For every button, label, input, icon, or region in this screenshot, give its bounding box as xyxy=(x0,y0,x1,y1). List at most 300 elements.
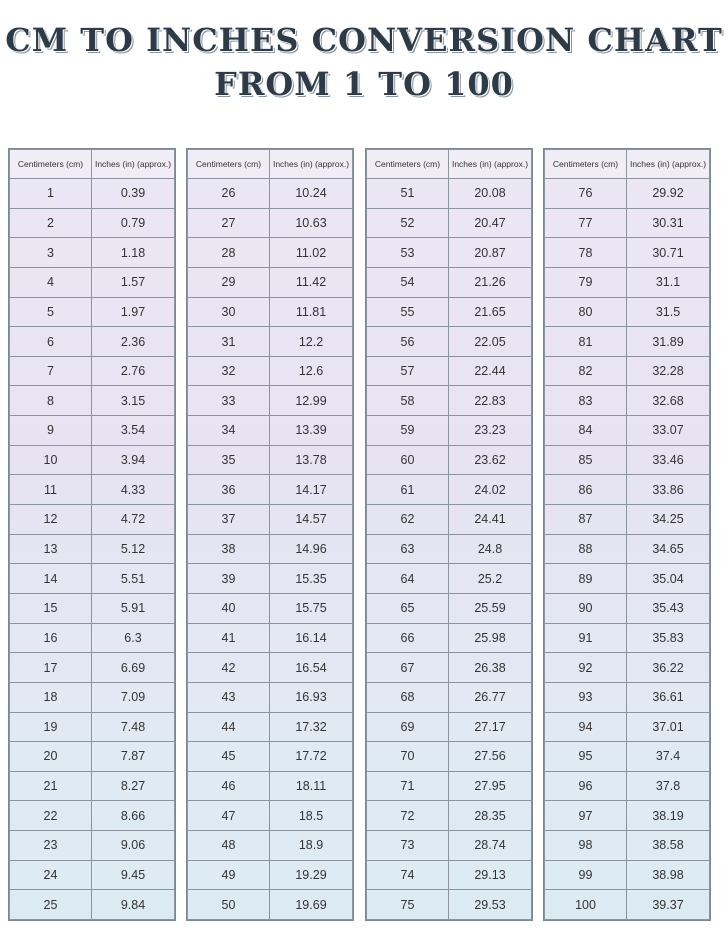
table-row xyxy=(10,534,175,564)
table-row xyxy=(367,505,532,535)
table-row xyxy=(10,327,175,357)
table-row xyxy=(10,742,175,772)
inches-cell: 22.05 xyxy=(449,327,532,357)
cm-cell: 12 xyxy=(10,505,92,535)
inches-cell: 4.33 xyxy=(92,475,175,505)
inches-cell: 3.54 xyxy=(92,416,175,446)
inches-cell: 35.04 xyxy=(627,564,710,594)
table-row xyxy=(10,238,175,268)
cm-cell: 85 xyxy=(545,445,627,475)
cm-cell: 91 xyxy=(545,623,627,653)
cm-cell: 34 xyxy=(188,416,270,446)
cm-cell: 100 xyxy=(545,890,627,920)
inches-cell: 8.27 xyxy=(92,771,175,801)
cm-cell: 29 xyxy=(188,267,270,297)
cm-cell: 83 xyxy=(545,386,627,416)
table-row xyxy=(367,416,532,446)
inches-cell: 29.53 xyxy=(449,890,532,920)
cm-cell: 59 xyxy=(367,416,449,446)
table-row xyxy=(10,682,175,712)
table-row xyxy=(188,356,353,386)
table-row xyxy=(545,208,710,238)
inches-cell: 18.11 xyxy=(270,771,353,801)
conversion-table-1 xyxy=(9,149,175,920)
table-row xyxy=(10,890,175,920)
cm-cell: 87 xyxy=(545,505,627,535)
table-row xyxy=(188,831,353,861)
cm-cell: 8 xyxy=(10,386,92,416)
cm-cell: 76 xyxy=(545,179,627,209)
table-row xyxy=(545,267,710,297)
title-line-1: CM TO INCHES CONVERSION CHART xyxy=(5,21,723,59)
table-row xyxy=(188,593,353,623)
inches-cell: 15.75 xyxy=(270,593,353,623)
cm-cell: 60 xyxy=(367,445,449,475)
cm-cell: 21 xyxy=(10,771,92,801)
inches-cell: 38.58 xyxy=(627,831,710,861)
header-row xyxy=(10,150,175,179)
inches-cell: 25.98 xyxy=(449,623,532,653)
table-row xyxy=(188,742,353,772)
cm-cell: 57 xyxy=(367,356,449,386)
table-row xyxy=(367,238,532,268)
table-row xyxy=(367,801,532,831)
inches-cell: 1.57 xyxy=(92,267,175,297)
inches-cell: 37.01 xyxy=(627,712,710,742)
table-row xyxy=(545,505,710,535)
cm-cell: 90 xyxy=(545,593,627,623)
cm-cell: 37 xyxy=(188,505,270,535)
header-cm: Centimeters (cm) xyxy=(545,150,627,179)
table-row xyxy=(188,623,353,653)
cm-cell: 72 xyxy=(367,801,449,831)
table-row xyxy=(367,564,532,594)
cm-cell: 11 xyxy=(10,475,92,505)
inches-cell: 32.68 xyxy=(627,386,710,416)
header-row xyxy=(188,150,353,179)
inches-cell: 25.2 xyxy=(449,564,532,594)
inches-cell: 29.92 xyxy=(627,179,710,209)
cm-cell: 43 xyxy=(188,682,270,712)
inches-cell: 12.2 xyxy=(270,327,353,357)
cm-cell: 99 xyxy=(545,860,627,890)
inches-cell: 38.19 xyxy=(627,801,710,831)
table-row xyxy=(367,742,532,772)
cm-cell: 89 xyxy=(545,564,627,594)
table-row xyxy=(10,593,175,623)
table-row xyxy=(10,860,175,890)
cm-cell: 64 xyxy=(367,564,449,594)
cm-cell: 81 xyxy=(545,327,627,357)
cm-cell: 78 xyxy=(545,238,627,268)
cm-cell: 67 xyxy=(367,653,449,683)
table-row xyxy=(545,890,710,920)
inches-cell: 29.13 xyxy=(449,860,532,890)
table-row xyxy=(10,771,175,801)
inches-cell: 31.1 xyxy=(627,267,710,297)
cm-cell: 38 xyxy=(188,534,270,564)
inches-cell: 30.71 xyxy=(627,238,710,268)
title-line-2: FROM 1 TO 100 xyxy=(214,65,514,103)
cm-cell: 88 xyxy=(545,534,627,564)
inches-cell: 33.86 xyxy=(627,475,710,505)
inches-cell: 1.97 xyxy=(92,297,175,327)
inches-cell: 16.54 xyxy=(270,653,353,683)
table-row xyxy=(545,860,710,890)
inches-cell: 37.4 xyxy=(627,742,710,772)
cm-cell: 9 xyxy=(10,416,92,446)
table-row xyxy=(545,534,710,564)
cm-cell: 51 xyxy=(367,179,449,209)
table-row xyxy=(367,386,532,416)
inches-cell: 35.43 xyxy=(627,593,710,623)
inches-cell: 24.8 xyxy=(449,534,532,564)
inches-cell: 24.41 xyxy=(449,505,532,535)
table-row xyxy=(367,712,532,742)
table-row xyxy=(367,771,532,801)
cm-cell: 3 xyxy=(10,238,92,268)
cm-cell: 62 xyxy=(367,505,449,535)
cm-cell: 10 xyxy=(10,445,92,475)
cm-cell: 19 xyxy=(10,712,92,742)
cm-cell: 6 xyxy=(10,327,92,357)
cm-cell: 41 xyxy=(188,623,270,653)
inches-cell: 10.24 xyxy=(270,179,353,209)
cm-cell: 35 xyxy=(188,445,270,475)
table-row xyxy=(10,712,175,742)
inches-cell: 16.14 xyxy=(270,623,353,653)
table-row xyxy=(188,564,353,594)
table-row xyxy=(367,860,532,890)
table-row xyxy=(188,712,353,742)
conversion-table-4 xyxy=(544,149,710,920)
inches-cell: 16.93 xyxy=(270,682,353,712)
table-row xyxy=(545,682,710,712)
table-row xyxy=(545,386,710,416)
cm-cell: 98 xyxy=(545,831,627,861)
table-row xyxy=(367,297,532,327)
cm-cell: 36 xyxy=(188,475,270,505)
inches-cell: 14.96 xyxy=(270,534,353,564)
table-row xyxy=(367,208,532,238)
table-row xyxy=(10,653,175,683)
inches-cell: 28.74 xyxy=(449,831,532,861)
inches-cell: 11.81 xyxy=(270,297,353,327)
inches-cell: 14.17 xyxy=(270,475,353,505)
cm-cell: 69 xyxy=(367,712,449,742)
cm-cell: 44 xyxy=(188,712,270,742)
table-row xyxy=(545,593,710,623)
table-row xyxy=(367,682,532,712)
inches-cell: 31.89 xyxy=(627,327,710,357)
inches-cell: 26.77 xyxy=(449,682,532,712)
table-row xyxy=(367,445,532,475)
inches-cell: 15.35 xyxy=(270,564,353,594)
inches-cell: 39.37 xyxy=(627,890,710,920)
cm-cell: 23 xyxy=(10,831,92,861)
inches-cell: 24.02 xyxy=(449,475,532,505)
table-row xyxy=(10,623,175,653)
cm-cell: 84 xyxy=(545,416,627,446)
inches-cell: 18.9 xyxy=(270,831,353,861)
inches-cell: 26.38 xyxy=(449,653,532,683)
table-row xyxy=(10,386,175,416)
cm-cell: 39 xyxy=(188,564,270,594)
table-row xyxy=(10,831,175,861)
cm-cell: 18 xyxy=(10,682,92,712)
table-row xyxy=(367,534,532,564)
inches-cell: 11.42 xyxy=(270,267,353,297)
inches-cell: 27.95 xyxy=(449,771,532,801)
cm-cell: 66 xyxy=(367,623,449,653)
inches-cell: 7.87 xyxy=(92,742,175,772)
table-row xyxy=(545,801,710,831)
inches-cell: 20.87 xyxy=(449,238,532,268)
inches-cell: 5.91 xyxy=(92,593,175,623)
header-inches: Inches (in) (approx.) xyxy=(449,150,532,179)
table-row xyxy=(188,386,353,416)
table-row xyxy=(188,534,353,564)
table-row xyxy=(545,238,710,268)
inches-cell: 3.15 xyxy=(92,386,175,416)
inches-cell: 13.39 xyxy=(270,416,353,446)
inches-cell: 7.48 xyxy=(92,712,175,742)
inches-cell: 0.79 xyxy=(92,208,175,238)
table-row xyxy=(545,742,710,772)
table-row xyxy=(367,623,532,653)
cm-cell: 71 xyxy=(367,771,449,801)
cm-cell: 82 xyxy=(545,356,627,386)
header-inches: Inches (in) (approx.) xyxy=(627,150,710,179)
cm-cell: 50 xyxy=(188,890,270,920)
cm-cell: 74 xyxy=(367,860,449,890)
table-row xyxy=(10,179,175,209)
table-row xyxy=(367,267,532,297)
table-row xyxy=(545,356,710,386)
table-row xyxy=(367,179,532,209)
inches-cell: 6.3 xyxy=(92,623,175,653)
inches-cell: 9.06 xyxy=(92,831,175,861)
inches-cell: 28.35 xyxy=(449,801,532,831)
cm-cell: 54 xyxy=(367,267,449,297)
cm-cell: 24 xyxy=(10,860,92,890)
inches-cell: 11.02 xyxy=(270,238,353,268)
cm-cell: 79 xyxy=(545,267,627,297)
table-row xyxy=(367,653,532,683)
inches-cell: 37.8 xyxy=(627,771,710,801)
table-row xyxy=(188,505,353,535)
cm-cell: 13 xyxy=(10,534,92,564)
inches-cell: 31.5 xyxy=(627,297,710,327)
inches-cell: 22.83 xyxy=(449,386,532,416)
cm-cell: 47 xyxy=(188,801,270,831)
table-row xyxy=(545,831,710,861)
inches-cell: 25.59 xyxy=(449,593,532,623)
inches-cell: 19.29 xyxy=(270,860,353,890)
cm-cell: 20 xyxy=(10,742,92,772)
cm-cell: 48 xyxy=(188,831,270,861)
table-row xyxy=(10,267,175,297)
cm-cell: 65 xyxy=(367,593,449,623)
conversion-table-2 xyxy=(187,149,353,920)
header-cm: Centimeters (cm) xyxy=(188,150,270,179)
table-row xyxy=(545,564,710,594)
table-row xyxy=(188,179,353,209)
inches-cell: 9.84 xyxy=(92,890,175,920)
table-row xyxy=(10,208,175,238)
inches-cell: 2.76 xyxy=(92,356,175,386)
cm-cell: 42 xyxy=(188,653,270,683)
inches-cell: 22.44 xyxy=(449,356,532,386)
table-row xyxy=(10,356,175,386)
cm-cell: 93 xyxy=(545,682,627,712)
table-row xyxy=(545,623,710,653)
table-row xyxy=(188,890,353,920)
cm-cell: 70 xyxy=(367,742,449,772)
inches-cell: 33.46 xyxy=(627,445,710,475)
table-row xyxy=(188,860,353,890)
table-row xyxy=(188,327,353,357)
table-row xyxy=(188,297,353,327)
table-row xyxy=(188,653,353,683)
cm-cell: 58 xyxy=(367,386,449,416)
cm-cell: 46 xyxy=(188,771,270,801)
cm-cell: 77 xyxy=(545,208,627,238)
inches-cell: 3.94 xyxy=(92,445,175,475)
cm-cell: 55 xyxy=(367,297,449,327)
header-inches: Inches (in) (approx.) xyxy=(270,150,353,179)
inches-cell: 9.45 xyxy=(92,860,175,890)
cm-cell: 7 xyxy=(10,356,92,386)
inches-cell: 10.63 xyxy=(270,208,353,238)
table-row xyxy=(188,208,353,238)
table-row xyxy=(545,712,710,742)
cm-cell: 16 xyxy=(10,623,92,653)
table-row xyxy=(10,297,175,327)
table-row xyxy=(188,475,353,505)
cm-cell: 80 xyxy=(545,297,627,327)
header-row xyxy=(367,150,532,179)
header-row xyxy=(545,150,710,179)
header-cm: Centimeters (cm) xyxy=(10,150,92,179)
cm-cell: 26 xyxy=(188,179,270,209)
cm-cell: 68 xyxy=(367,682,449,712)
inches-cell: 8.66 xyxy=(92,801,175,831)
cm-cell: 56 xyxy=(367,327,449,357)
inches-cell: 23.23 xyxy=(449,416,532,446)
table-row xyxy=(367,831,532,861)
inches-cell: 17.72 xyxy=(270,742,353,772)
table-row xyxy=(545,475,710,505)
inches-cell: 32.28 xyxy=(627,356,710,386)
table-row xyxy=(545,297,710,327)
inches-cell: 2.36 xyxy=(92,327,175,357)
table-row xyxy=(367,890,532,920)
table-row xyxy=(188,445,353,475)
cm-cell: 86 xyxy=(545,475,627,505)
cm-cell: 30 xyxy=(188,297,270,327)
table-row xyxy=(10,505,175,535)
cm-cell: 45 xyxy=(188,742,270,772)
table-row xyxy=(188,682,353,712)
inches-cell: 21.65 xyxy=(449,297,532,327)
table-row xyxy=(188,771,353,801)
cm-cell: 95 xyxy=(545,742,627,772)
cm-cell: 33 xyxy=(188,386,270,416)
inches-cell: 19.69 xyxy=(270,890,353,920)
inches-cell: 20.08 xyxy=(449,179,532,209)
table-row xyxy=(10,445,175,475)
inches-cell: 17.32 xyxy=(270,712,353,742)
cm-cell: 75 xyxy=(367,890,449,920)
table-row xyxy=(10,475,175,505)
inches-cell: 34.25 xyxy=(627,505,710,535)
header-cm: Centimeters (cm) xyxy=(367,150,449,179)
cm-cell: 15 xyxy=(10,593,92,623)
inches-cell: 33.07 xyxy=(627,416,710,446)
cm-cell: 73 xyxy=(367,831,449,861)
inches-cell: 30.31 xyxy=(627,208,710,238)
table-row xyxy=(10,416,175,446)
inches-cell: 12.99 xyxy=(270,386,353,416)
table-row xyxy=(188,238,353,268)
cm-cell: 14 xyxy=(10,564,92,594)
table-row xyxy=(545,327,710,357)
table-row xyxy=(188,801,353,831)
table-row xyxy=(188,416,353,446)
cm-cell: 96 xyxy=(545,771,627,801)
inches-cell: 1.18 xyxy=(92,238,175,268)
inches-cell: 13.78 xyxy=(270,445,353,475)
cm-cell: 31 xyxy=(188,327,270,357)
table-row xyxy=(545,653,710,683)
inches-cell: 0.39 xyxy=(92,179,175,209)
cm-cell: 17 xyxy=(10,653,92,683)
cm-cell: 40 xyxy=(188,593,270,623)
inches-cell: 21.26 xyxy=(449,267,532,297)
inches-cell: 27.56 xyxy=(449,742,532,772)
inches-cell: 36.22 xyxy=(627,653,710,683)
inches-cell: 35.83 xyxy=(627,623,710,653)
cm-cell: 25 xyxy=(10,890,92,920)
cm-cell: 94 xyxy=(545,712,627,742)
inches-cell: 14.57 xyxy=(270,505,353,535)
cm-cell: 1 xyxy=(10,179,92,209)
header-inches: Inches (in) (approx.) xyxy=(92,150,175,179)
cm-cell: 52 xyxy=(367,208,449,238)
table-row xyxy=(545,771,710,801)
cm-cell: 61 xyxy=(367,475,449,505)
inches-cell: 20.47 xyxy=(449,208,532,238)
cm-cell: 92 xyxy=(545,653,627,683)
cm-cell: 4 xyxy=(10,267,92,297)
table-row xyxy=(10,801,175,831)
table-row xyxy=(367,475,532,505)
cm-cell: 2 xyxy=(10,208,92,238)
table-row xyxy=(10,564,175,594)
inches-cell: 6.69 xyxy=(92,653,175,683)
inches-cell: 34.65 xyxy=(627,534,710,564)
inches-cell: 4.72 xyxy=(92,505,175,535)
cm-cell: 22 xyxy=(10,801,92,831)
inches-cell: 5.12 xyxy=(92,534,175,564)
table-row xyxy=(545,445,710,475)
cm-cell: 27 xyxy=(188,208,270,238)
cm-cell: 53 xyxy=(367,238,449,268)
table-row xyxy=(367,327,532,357)
inches-cell: 12.6 xyxy=(270,356,353,386)
inches-cell: 36.61 xyxy=(627,682,710,712)
